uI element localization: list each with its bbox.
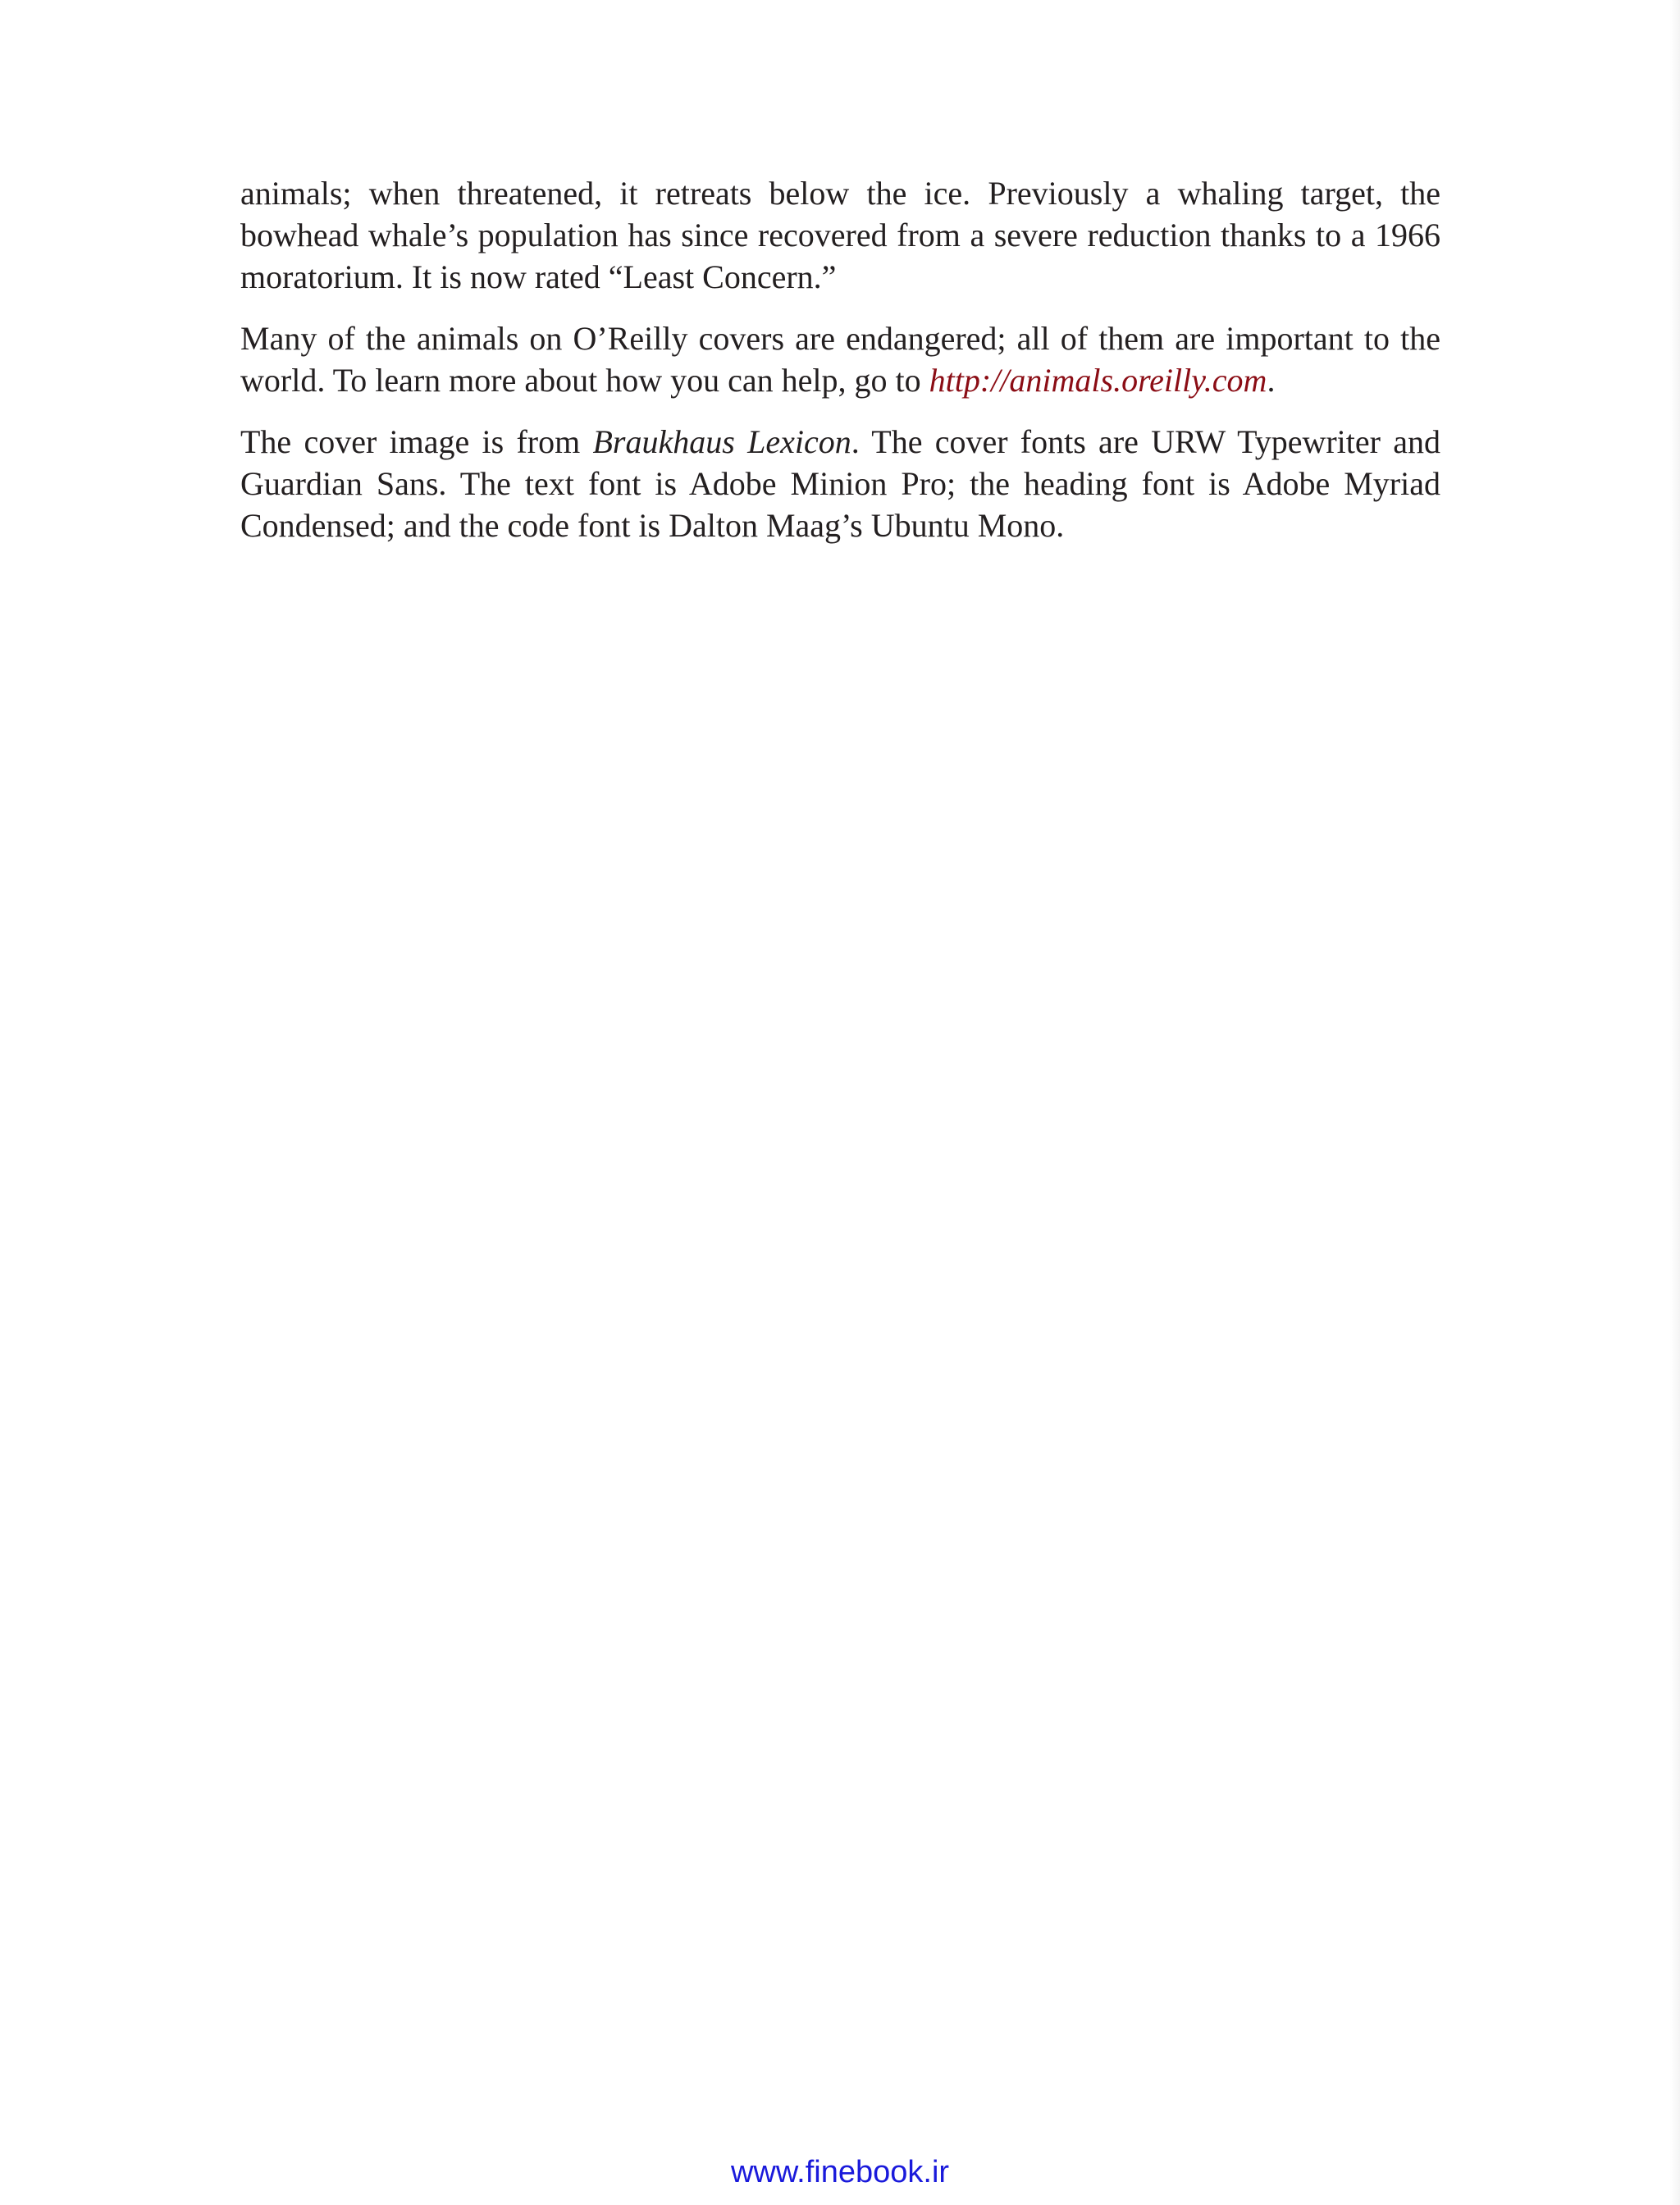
animals-oreilly-link[interactable]: http://animals.oreilly.com [929, 362, 1267, 399]
paragraph-line: bowhead whale’s population has since recovered from a severe reduction thanks to a [240, 217, 1366, 253]
book-title-emphasis: Braukhaus Lexicon [592, 423, 851, 460]
paragraph-line: 1966 moratorium. It is now rated “Least Concern.” [240, 217, 1441, 295]
paragraph-bowhead-whale [240, 172, 1440, 298]
paragraph-text: The cover image is from [240, 423, 593, 460]
paragraph-text: . The cover fonts are URW Typewriter and Guardian Sans. The text font is Adobe Minion Pro; the heading font is Adobe Myriad Condensed; and the code font is Dalton Maag’s Ubuntu Mono. [240, 423, 1440, 544]
page-footer [0, 2153, 1680, 2191]
paragraph-text: Many of the animals on O’Reilly covers are endangered; all of them are important to the world. To learn more about how you can help, go to [240, 320, 1440, 399]
paragraph-endangered-animals [240, 317, 1440, 401]
paragraph-cover-fonts [240, 421, 1440, 546]
page-edge-shadow [1670, 0, 1680, 2205]
paragraph-line: animals; when threatened, it retreats below the ice. Previously a whaling target, the [240, 175, 1440, 212]
paragraph-text: . [1267, 362, 1276, 399]
watermark-link[interactable]: www.finebook.ir [730, 2155, 950, 2189]
colophon-text [240, 172, 1440, 566]
